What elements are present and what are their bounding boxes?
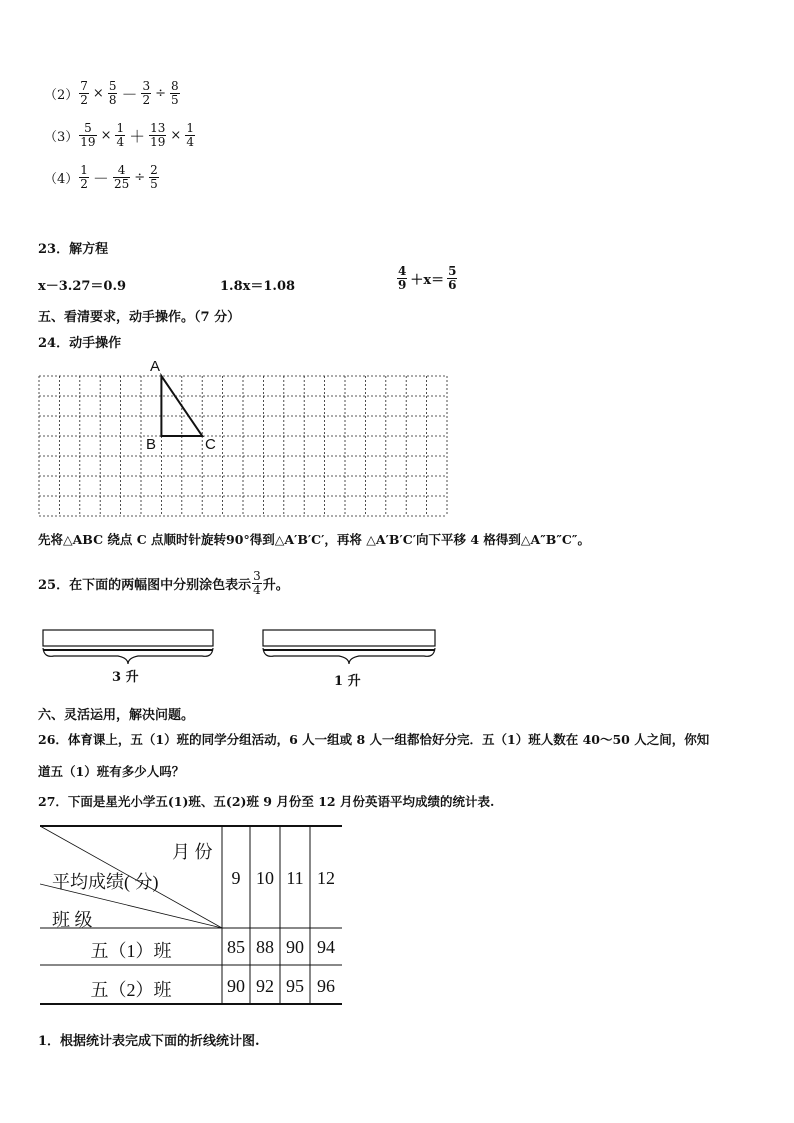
vertex-label-a: A <box>150 358 161 375</box>
q24-grid <box>34 360 454 520</box>
box2-label: 1 升 <box>334 674 361 689</box>
q25-prefix: 25．在下面的两幅图中分别涂色表示 <box>38 578 252 593</box>
q24-title: 24．动手操作 <box>38 336 122 351</box>
table-cell: 85 <box>227 937 245 957</box>
q25-suffix: 升。 <box>262 578 289 593</box>
operator: － <box>121 85 138 104</box>
q23-equation-3 <box>396 265 458 292</box>
fraction: $\frac{7}{2}$ <box>80 79 88 107</box>
q23-equation-2: 1.8x＝1.08 <box>220 279 296 294</box>
q25-prompt <box>38 570 289 597</box>
expression-3 <box>44 122 196 149</box>
expression-label: （2） <box>44 88 79 103</box>
expression-label: （3） <box>44 130 79 145</box>
capacity-box-3L <box>40 628 220 668</box>
fraction: $\frac{5}{6}$ <box>448 264 457 292</box>
section-6-heading: 六、灵活运用，解决问题。 <box>38 708 195 723</box>
vertex-label-b: B <box>146 436 157 453</box>
operator: × <box>92 86 104 101</box>
month-header: 11 <box>286 868 304 888</box>
header-month: 月 份 <box>172 842 213 862</box>
operator: ＋ <box>129 127 146 146</box>
fraction: $\frac{13}{19}$ <box>150 121 166 149</box>
operator: × <box>170 128 182 143</box>
fraction: $\frac{2}{5}$ <box>150 163 158 191</box>
q26-line-1: 26．体育课上，五（1）班的同学分组活动，6 人一组或 8 人一组都恰好分完．五（1）班人数在 40～50 人之间，你知 <box>38 732 710 747</box>
month-header: 12 <box>317 868 335 888</box>
q27-title: 27．下面是星光小学五(1)班、五(2)班 9 月份至 12 月份英语平均成绩的统计表. <box>38 794 495 809</box>
row-name: 五（1）班 <box>90 941 172 961</box>
table-cell: 90 <box>286 937 304 957</box>
fraction: $\frac{5}{19}$ <box>80 121 96 149</box>
table-cell: 95 <box>286 976 304 996</box>
fraction: $\frac{3}{2}$ <box>142 79 151 107</box>
month-header: 10 <box>256 868 274 888</box>
table-cell: 96 <box>317 976 335 996</box>
fraction: $\frac{1}{2}$ <box>80 163 88 191</box>
operator: － <box>92 169 109 188</box>
fraction: $\frac{4}{9}$ <box>398 264 407 292</box>
operator: × <box>100 128 112 143</box>
operator: ÷ <box>134 170 146 185</box>
fraction: $\frac{1}{4}$ <box>116 121 125 149</box>
fraction: $\frac{8}{5}$ <box>171 79 179 107</box>
q26-line-2: 道五（1）班有多少人吗？ <box>38 764 185 779</box>
q24-instruction: 先将△ABC 绕点 C 点顺时针旋转90°得到△A′B′C′，再将 △A′B′C′向下平移 4 格得到△A″B″C″。 <box>38 532 590 547</box>
fraction: $\frac{5}{8}$ <box>108 79 117 107</box>
vertex-label-c: C <box>205 436 216 453</box>
operator: ÷ <box>155 86 167 101</box>
grid-lines <box>39 376 447 516</box>
q23-title: 23．解方程 <box>38 242 109 257</box>
header-score: 平均成绩( 分) <box>52 872 159 892</box>
equation-middle: ＋x＝ <box>410 273 445 288</box>
fraction: $\frac{1}{4}$ <box>186 121 194 149</box>
fraction: $\frac{3}{4}$ <box>253 569 261 597</box>
table-cell: 90 <box>227 976 245 996</box>
expression-4 <box>44 164 160 191</box>
q23-equation-1: x－3.27＝0.9 <box>38 279 127 294</box>
header-class: 班 级 <box>52 910 93 930</box>
box1-label: 3 升 <box>112 670 139 685</box>
section-5-heading: 五、看清要求，动手操作。（7 分） <box>38 310 241 325</box>
capacity-box-1L <box>260 628 440 668</box>
fraction: $\frac{4}{25}$ <box>113 163 130 191</box>
expression-2 <box>44 80 181 107</box>
month-header: 9 <box>231 868 241 888</box>
expression-label: （4） <box>44 172 79 187</box>
q27-subquestion-1: 1．根据统计表完成下面的折线统计图. <box>38 1034 260 1049</box>
table-cell: 88 <box>256 937 274 957</box>
row-name: 五（2）班 <box>90 980 172 1000</box>
table-cell: 94 <box>317 937 335 957</box>
table-cell: 92 <box>256 976 274 996</box>
